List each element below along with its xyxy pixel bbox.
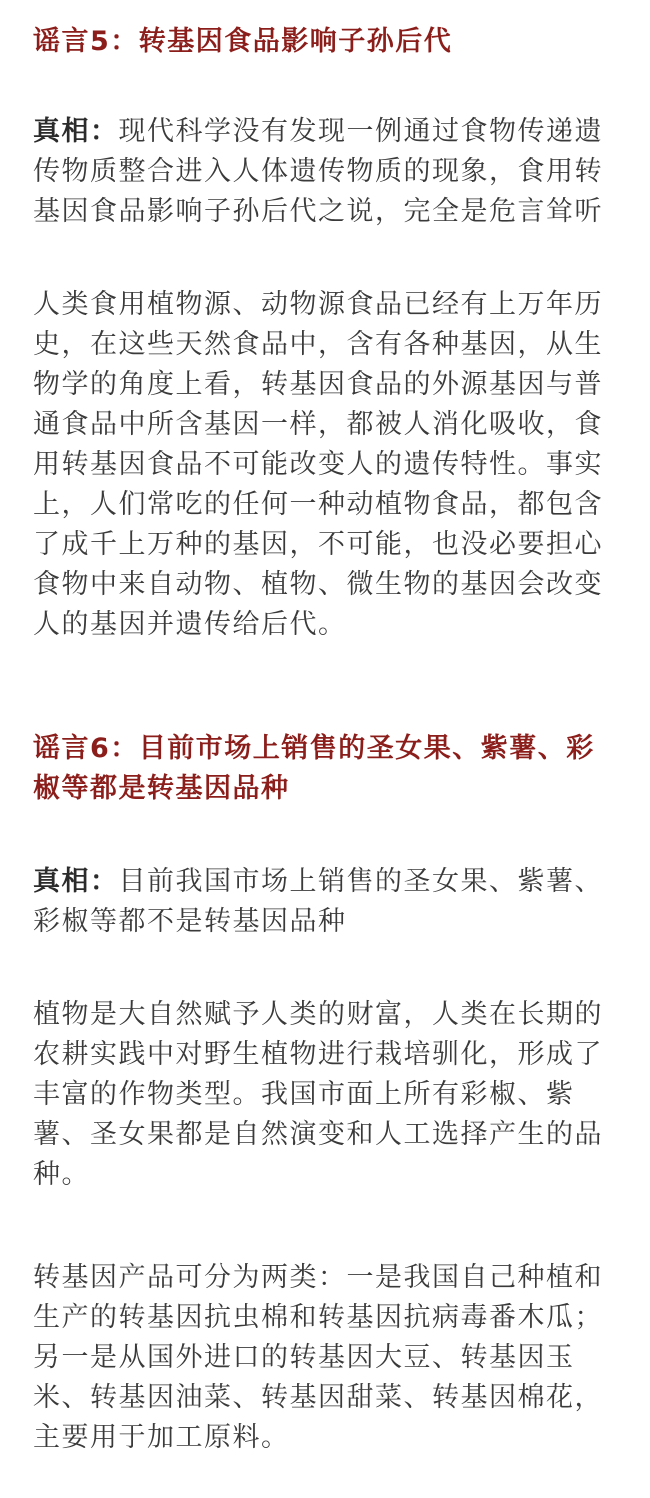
truth-text: 现代科学没有发现一例通过食物传递遗传物质整合进入人体遗传物质的现象，食用转基因食品影响子孙后代之说，完全是危言耸听: [33, 116, 603, 227]
truth-label: 真相：: [33, 116, 119, 147]
truth-text: 目前我国市场上销售的圣女果、紫薯、彩椒等都不是转基因品种: [33, 866, 603, 937]
rumor-5-body: 人类食用植物源、动物源食品已经有上万年历史，在这些天然食品中，含有各种基因，从生物学的角度上看，转基因食品的外源基因与普通食品中所含基因一样，都被人消化吸收，食用转基因食品不可能改变人的遗传特性。事实上，人们常吃的任何一种动植物食品，都包含了成千上万种的基因，不可能，也没必要担心食物中来自动物、植物、微生物的基因会改变人的基因并遗传给后代。: [33, 289, 603, 640]
truth-label: 真相：: [33, 866, 119, 897]
rumor-5-heading: 谣言5：转基因食品影响子孙后代: [33, 26, 453, 57]
rumor-6-body-paragraph-2: 转基因产品可分为两类：一是我国自己种植和生产的转基因抗虫棉和转基因抗病毒番木瓜；另一是从国外进口的转基因大豆、转基因玉米、转基因油菜、转基因甜菜、转基因棉花，主要用于加工原料。: [33, 1262, 603, 1453]
rumor-5-truth: [33, 112, 617, 232]
rumor-6-heading: 谣言6：目前市场上销售的圣女果、紫薯、彩椒等都是转基因品种: [33, 733, 595, 804]
rumor-6-truth: [33, 862, 617, 942]
rumor-6-body-paragraph-1: 植物是大自然赋予人类的财富，人类在长期的农耕实践中对野生植物进行栽培驯化，形成了丰富的作物类型。我国市面上所有彩椒、紫薯、圣女果都是自然演变和人工选择产生的品种。: [33, 999, 603, 1190]
